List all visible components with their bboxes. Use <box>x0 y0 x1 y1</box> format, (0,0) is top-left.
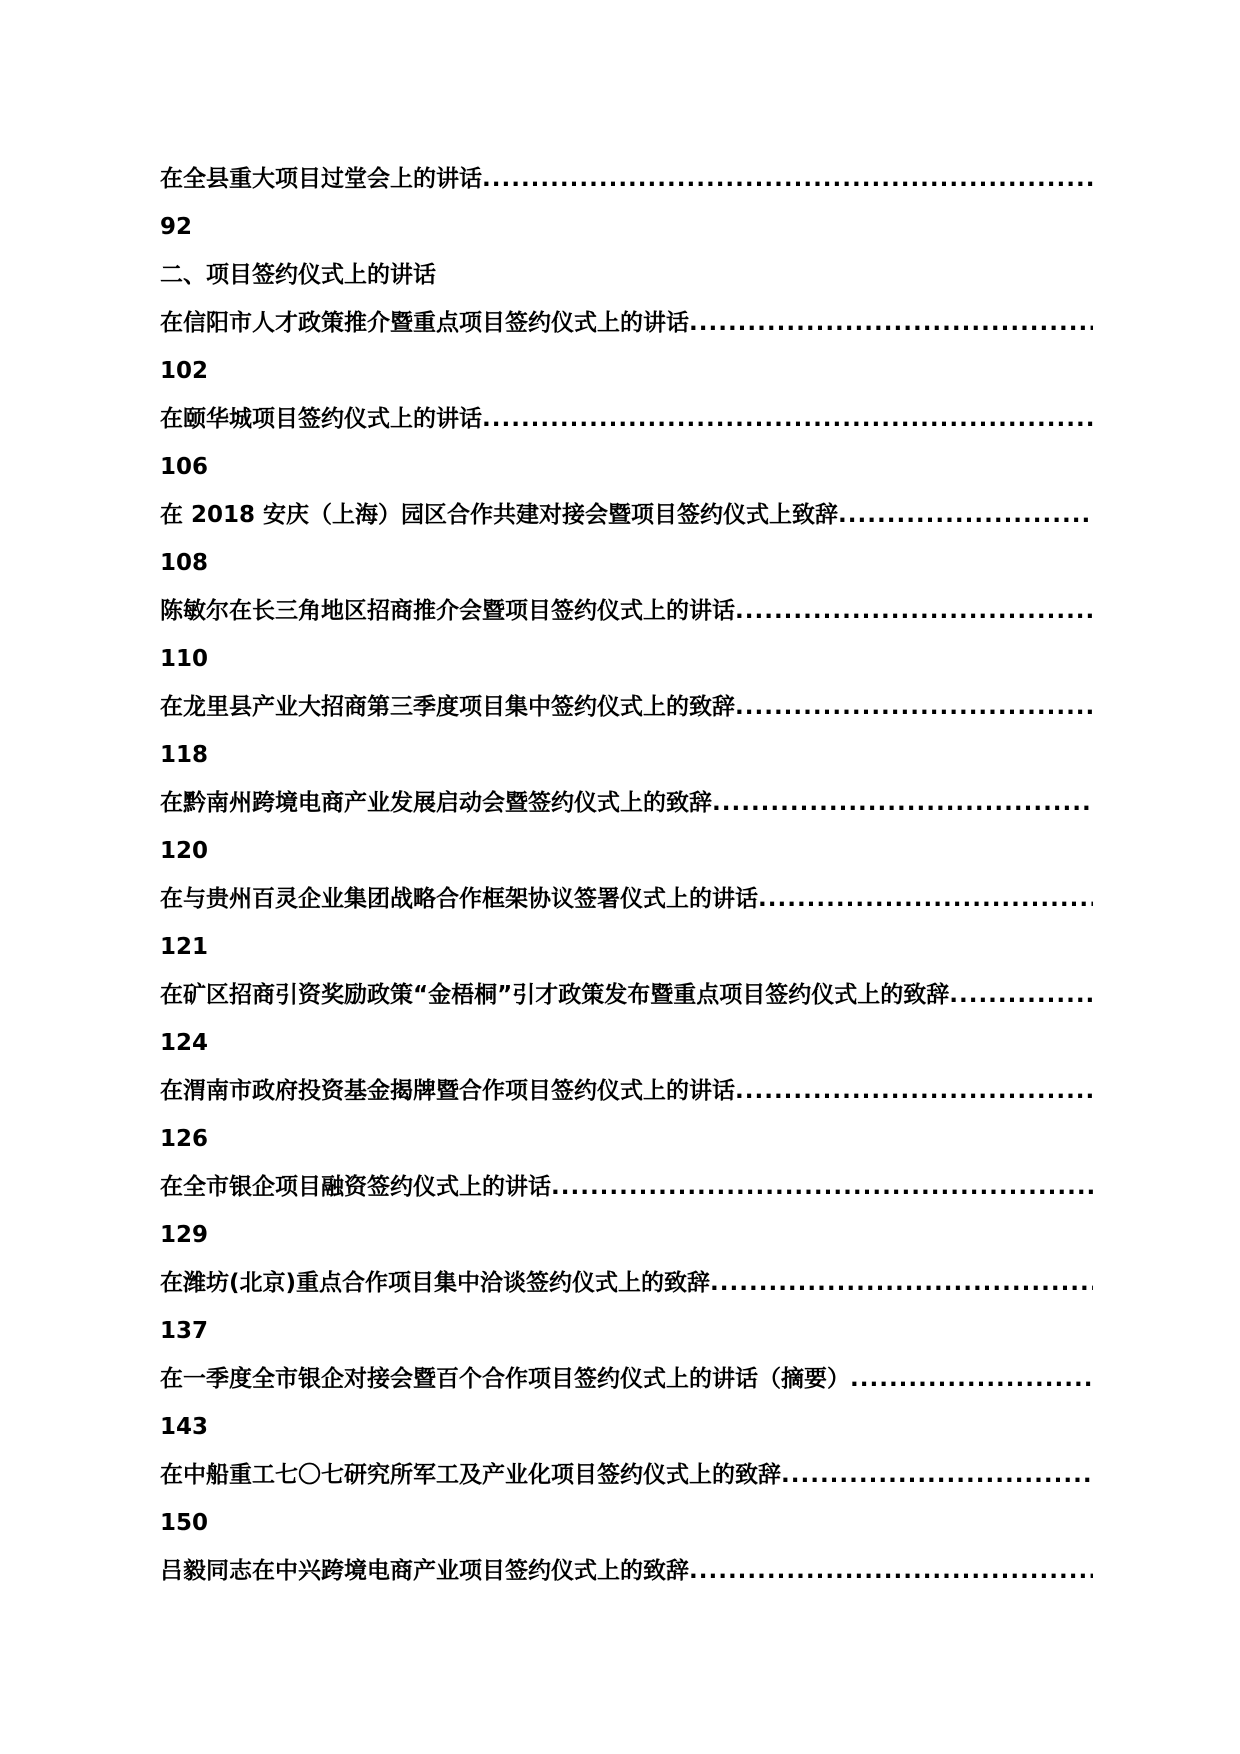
toc-entry-title[interactable] <box>160 1259 1093 1307</box>
toc-entry-text: 在龙里县产业大招商第三季度项目集中签约仪式上的致辞 <box>160 694 735 720</box>
toc-page-number: 126 <box>160 1126 209 1152</box>
toc-leader-dots <box>735 1067 1093 1115</box>
toc-entry-title[interactable] <box>160 299 1093 347</box>
toc-entry-text: 在全县重大项目过堂会上的讲话 <box>160 166 482 192</box>
toc-page-number: 121 <box>160 934 209 960</box>
toc-entry-text: 在潍坊(北京)重点合作项目集中洽谈签约仪式上的致辞 <box>160 1270 711 1296</box>
toc-leader-dots <box>949 971 1093 1019</box>
toc-leader-dots <box>735 587 1093 635</box>
toc-entry-title[interactable] <box>160 155 1093 203</box>
toc-leader-dots <box>689 1547 1093 1595</box>
toc-page-number: 150 <box>160 1510 209 1536</box>
toc-entry-text: 在中船重工七〇七研究所军工及产业化项目签约仪式上的致辞 <box>160 1462 781 1488</box>
toc-entry-title[interactable] <box>160 875 1093 923</box>
toc-entry-text: 在渭南市政府投资基金揭牌暨合作项目签约仪式上的讲话 <box>160 1078 735 1104</box>
toc-page-number: 129 <box>160 1222 209 1248</box>
toc-entry-text: 在全市银企项目融资签约仪式上的讲话 <box>160 1174 551 1200</box>
toc-page-number: 106 <box>160 454 209 480</box>
section-heading: 二、项目签约仪式上的讲话 <box>160 262 436 288</box>
toc-entry-text: 在一季度全市银企对接会暨百个合作项目签约仪式上的讲话（摘要） <box>160 1366 850 1392</box>
toc-entry-text: 吕毅同志在中兴跨境电商产业项目签约仪式上的致辞 <box>160 1558 689 1584</box>
toc-entry-title[interactable] <box>160 587 1093 635</box>
toc-page-number: 92 <box>160 214 193 240</box>
toc-page-number: 143 <box>160 1414 209 1440</box>
toc-entry-title[interactable] <box>160 395 1093 443</box>
toc-entry-text: 在与贵州百灵企业集团战略合作框架协议签署仪式上的讲话 <box>160 886 758 912</box>
toc-leader-dots <box>482 395 1093 443</box>
toc-entry-text: 在 2018 安庆（上海）园区合作共建对接会暨项目签约仪式上致辞 <box>160 502 839 528</box>
toc-entry-title[interactable] <box>160 1067 1093 1115</box>
toc-entry-text: 在颐华城项目签约仪式上的讲话 <box>160 406 482 432</box>
toc-page-number: 124 <box>160 1030 209 1056</box>
toc-page-number: 108 <box>160 550 209 576</box>
toc-page-number: 110 <box>160 646 209 672</box>
toc-leader-dots <box>689 299 1093 347</box>
toc-entry-title[interactable] <box>160 1355 1093 1403</box>
toc-entry-text: 在黔南州跨境电商产业发展启动会暨签约仪式上的致辞 <box>160 790 712 816</box>
toc-leader-dots <box>781 1451 1093 1499</box>
toc-entry-title[interactable] <box>160 1547 1093 1595</box>
toc-leader-dots <box>838 491 1093 539</box>
toc-entry-text: 在信阳市人才政策推介暨重点项目签约仪式上的讲话 <box>160 310 689 336</box>
toc-entry-text: 陈敏尔在长三角地区招商推介会暨项目签约仪式上的讲话 <box>160 598 735 624</box>
toc-page-number: 120 <box>160 838 209 864</box>
toc-leader-dots <box>482 155 1093 203</box>
toc-page-number: 102 <box>160 358 209 384</box>
toc-entry-title[interactable] <box>160 1451 1093 1499</box>
toc-entry-title[interactable] <box>160 971 1093 1019</box>
toc-entry-text: 在矿区招商引资奖励政策“金梧桐”引才政策发布暨重点项目签约仪式上的致辞 <box>160 982 950 1008</box>
toc-leader-dots <box>551 1163 1093 1211</box>
toc-leader-dots <box>710 1259 1093 1307</box>
toc-page-number: 118 <box>160 742 209 768</box>
toc-entry-title[interactable] <box>160 491 1093 539</box>
toc-leader-dots <box>735 683 1093 731</box>
table-of-contents <box>160 155 1093 1595</box>
toc-leader-dots <box>712 779 1093 827</box>
toc-leader-dots <box>850 1355 1093 1403</box>
toc-entry-title[interactable] <box>160 779 1093 827</box>
toc-page-number: 137 <box>160 1318 209 1344</box>
toc-entry-title[interactable] <box>160 1163 1093 1211</box>
toc-entry-title[interactable] <box>160 683 1093 731</box>
toc-leader-dots <box>758 875 1093 923</box>
